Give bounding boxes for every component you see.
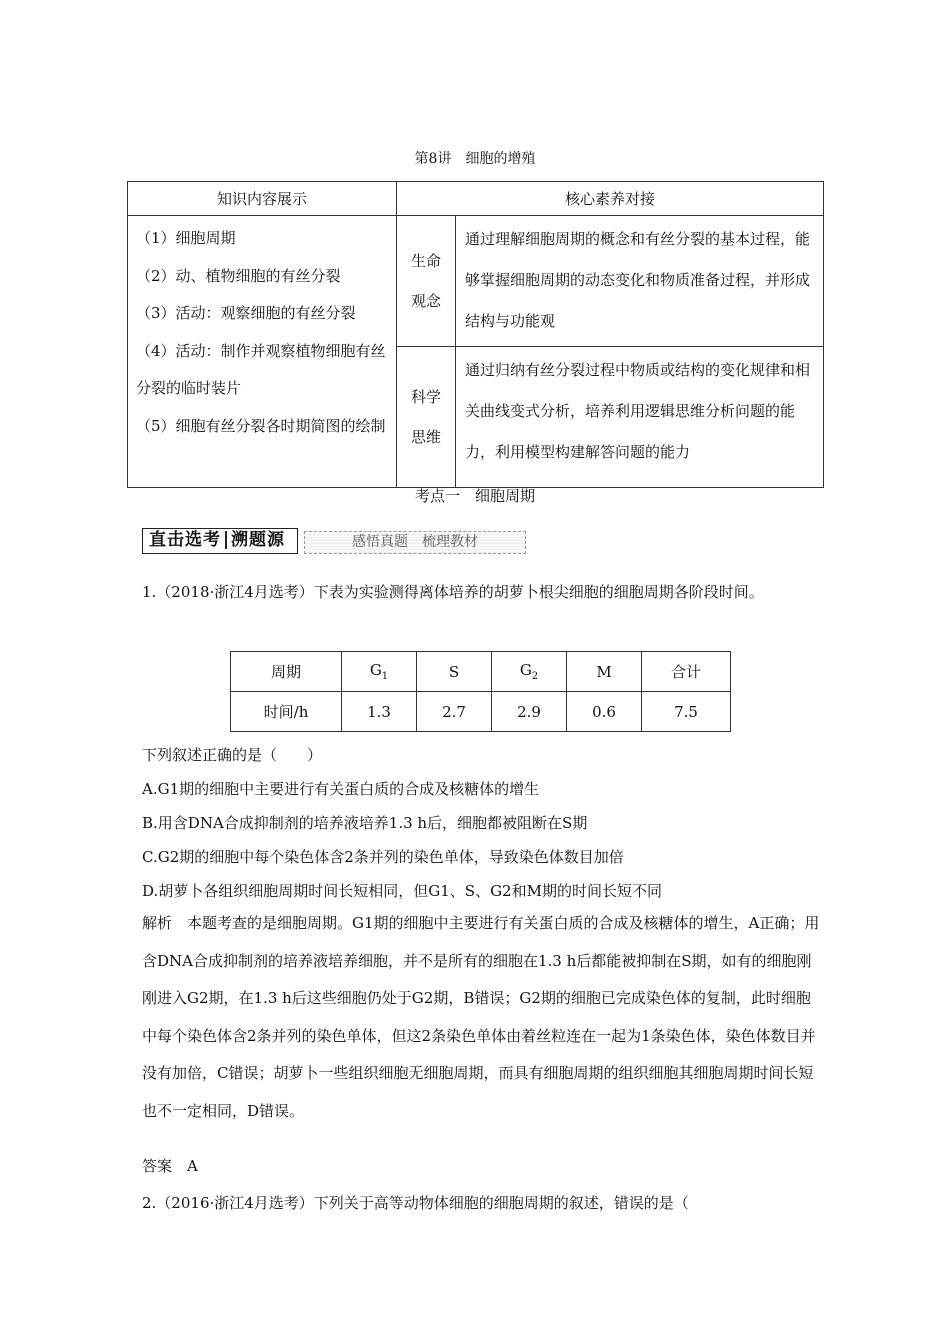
table-cell: 2.7 xyxy=(417,692,492,732)
section-title: 考点一 细胞周期 xyxy=(414,487,535,505)
knowledge-list xyxy=(128,216,397,488)
table-cell: 时间/h xyxy=(231,692,342,732)
option-b: B.用含DNA合成抑制剂的培养液培养1.3 h后，细胞都被阻断在S期 xyxy=(142,814,588,832)
cell-cycle-table xyxy=(230,651,731,732)
literacy-category: 生命观念 xyxy=(397,216,456,347)
header-knowledge: 知识内容展示 xyxy=(128,182,397,216)
banner-right: 感悟真题 梳理教材 xyxy=(304,531,526,554)
question-1-answer: 答案 A xyxy=(142,1157,198,1175)
question-1-stem: 1.（2018·浙江4月选考）下表为实验测得离体培养的胡萝卜根尖细胞的细胞周期各阶段时间。 xyxy=(142,583,764,601)
question-2-stem: 2.（2016·浙江4月选考）下列关于高等动物体细胞的细胞周期的叙述，错误的是（ xyxy=(142,1194,689,1212)
option-a: A.G1期的细胞中主要进行有关蛋白质的合成及核糖体的增生 xyxy=(142,780,540,798)
table-cell: $G_2$ xyxy=(492,652,567,692)
literacy-text: 通过理解细胞周期的概念和有丝分裂的基本过程，能够掌握细胞周期的动态变化和物质准备过程，并形成结构与功能观 xyxy=(456,216,824,347)
knowledge-item: （3）活动：观察细胞的有丝分裂 xyxy=(136,304,356,322)
knowledge-item: （1）细胞周期 xyxy=(136,229,236,247)
literacy-category: 科学思维 xyxy=(397,347,456,488)
question-1-options xyxy=(142,738,822,908)
option-d: D.胡萝卜各组织细胞周期时间长短相同，但G1、S、G2和M期的时间长短不同 xyxy=(142,882,662,900)
table-cell: 周期 xyxy=(231,652,342,692)
overview-table xyxy=(127,181,824,488)
table-cell: 2.9 xyxy=(492,692,567,732)
knowledge-item: （2）动、植物细胞的有丝分裂 xyxy=(136,266,341,285)
question-prompt: 下列叙述正确的是（ ） xyxy=(142,746,323,764)
table-cell: S xyxy=(417,652,492,692)
knowledge-item: （5）细胞有丝分裂各时期简图的绘制 xyxy=(136,416,386,435)
banner-left: 直击选考 溯题源 xyxy=(142,528,298,554)
table-cell: M xyxy=(567,652,642,692)
knowledge-item: （4）活动：制作并观察植物细胞有丝分裂的临时装片 xyxy=(136,341,386,397)
table-cell: $G_1$ xyxy=(342,652,417,692)
section-banner xyxy=(142,528,524,554)
table-cell: 7.5 xyxy=(642,692,731,732)
header-literacy: 核心素养对接 xyxy=(397,182,824,216)
table-cell: 1.3 xyxy=(342,692,417,732)
table-cell: 0.6 xyxy=(567,692,642,732)
option-c: C.G2期的细胞中每个染色体含2条并列的染色单体，导致染色体数目加倍 xyxy=(142,848,624,866)
table-cell: 合计 xyxy=(642,652,731,692)
literacy-text: 通过归纳有丝分裂过程中物质或结构的变化规律和相关曲线变式分析，培养利用逻辑思维分析问题的能力，利用模型构建解答问题的能力 xyxy=(456,347,824,488)
page-title: 第8讲 细胞的增殖 xyxy=(414,151,536,167)
question-1-analysis: 解析 本题考查的是细胞周期。G1期的细胞中主要进行有关蛋白质的合成及核糖体的增生，A正确；用含DNA合成抑制剂的培养液培养细胞，并不是所有的细胞在1.3 h后都能被抑制在S期，如有的细胞刚刚进入G2期，在1.3 h后这些细胞仍处于G2期，B错误；G2期的细胞已完成染色体的复制，此时细胞中每个染色体含2条并列的染色单体，但这2条染色单体由着丝粒连在一起为1条染色体，染色体数目并没有加倍，C错误；胡萝卜一些组织细胞无细胞周期，而具有细胞周期的组织细胞其细胞周期时间长短也不一定相同，D错误。 xyxy=(142,914,820,1120)
